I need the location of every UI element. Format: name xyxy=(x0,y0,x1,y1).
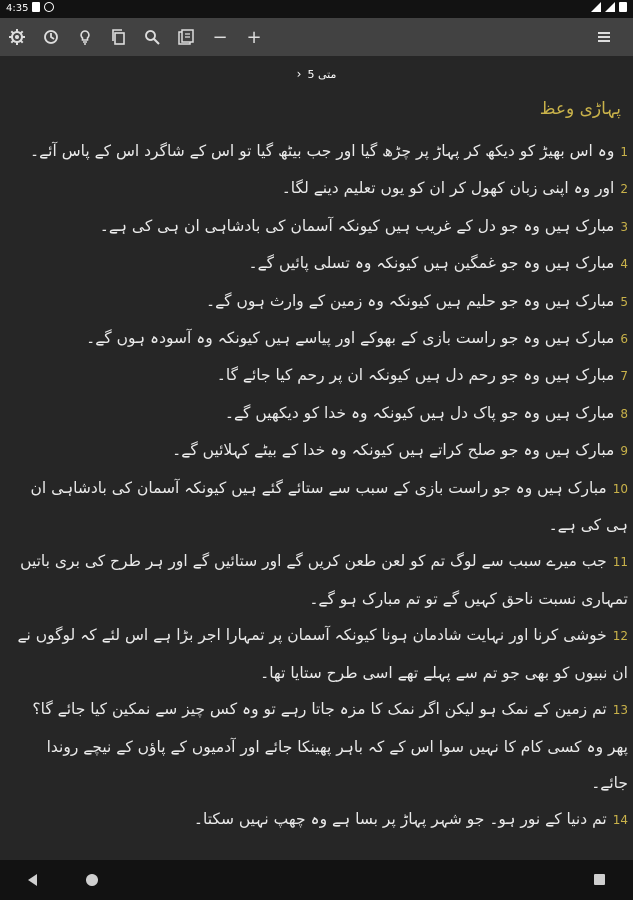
verse-number: 2 xyxy=(620,182,628,197)
verse-number: 4 xyxy=(620,257,628,272)
verse[interactable] xyxy=(10,432,633,469)
battery-icon xyxy=(619,2,627,12)
verse[interactable] xyxy=(10,395,633,432)
verse-text: مبارک ہیں وہ جو رحم دل ہیں کیونکہ ان پر رحم کیا جائے گا۔ xyxy=(216,366,615,385)
verse-number: 12 xyxy=(612,629,628,644)
wifi-icon xyxy=(591,2,601,12)
settings-icon[interactable] xyxy=(6,26,28,48)
verse[interactable] xyxy=(10,617,633,691)
menu-icon[interactable] xyxy=(593,26,615,48)
verse-text: مبارک ہیں وہ جو دل کے غریب ہیں کیونکہ آسمان کی بادشاہی ان ہی کی ہے۔ xyxy=(99,216,615,235)
back-icon[interactable] xyxy=(28,874,37,886)
history-icon[interactable] xyxy=(40,26,62,48)
verse-text: تم دنیا کے نور ہو۔ جو شہر پہاڑ پر بسا ہے وہ چھپ نہیں سکتا۔ xyxy=(193,810,607,829)
signal-icon xyxy=(605,2,615,12)
verse-text: تم زمین کے نمک ہو لیکن اگر نمک کا مزہ جاتا رہے تو وہ کس چیز سے نمکین کیا جائے گا؟ پھر وہ کسی کام کا نہیں سوا اس کے کہ باہر پھینکا جائے اور آدمیوں کے پاؤں کے نیچے روندا جائے۔ xyxy=(32,700,628,792)
bulb-icon[interactable] xyxy=(74,26,96,48)
search-icon[interactable] xyxy=(141,26,163,48)
verse[interactable] xyxy=(10,543,633,617)
verse-number: 7 xyxy=(620,369,628,384)
verse[interactable] xyxy=(10,245,633,282)
zoom-in-icon[interactable]: + xyxy=(246,26,262,48)
toolbar xyxy=(0,18,633,56)
zoom-out-icon[interactable]: − xyxy=(212,26,228,48)
verse-number: 11 xyxy=(612,555,628,570)
verse[interactable] xyxy=(10,357,633,394)
verse-number: 1 xyxy=(620,145,628,159)
verse-number: 6 xyxy=(620,332,628,347)
verse[interactable] xyxy=(10,470,633,544)
verse[interactable] xyxy=(10,133,633,170)
verse-text: وہ اس بھیڑ کو دیکھ کر پہاڑ پر چڑھ گیا اور جب بیٹھ گیا تو اس کے شاگرد اس کے پاس آئے۔ xyxy=(30,142,615,160)
verse[interactable] xyxy=(10,208,633,245)
verse[interactable] xyxy=(10,320,633,357)
home-icon[interactable] xyxy=(86,874,98,886)
chapter-nav[interactable] xyxy=(0,60,633,88)
reading-pane[interactable] xyxy=(0,88,633,860)
verse[interactable] xyxy=(10,283,633,320)
verse-text: جب میرے سبب سے لوگ تم کو لعن طعن کریں گے اور ستائیں گے اور ہر طرح کی بری باتیں تمہاری نسبت ناحق کہیں گے تو تم مبارک ہو گے۔ xyxy=(20,552,628,608)
copy-icon[interactable] xyxy=(108,26,130,48)
verse-number: 3 xyxy=(620,219,628,234)
verse-text: خوشی کرنا اور نہایت شادمان ہونا کیونکہ آسمان پر تمہارا اجر بڑا ہے اس لئے کہ لوگوں نے ان نبیوں کو بھی جو تم سے پہلے تھے اسی طرح ستایا تھا۔ xyxy=(17,626,628,682)
storage-icon xyxy=(32,2,40,12)
verse-number: 5 xyxy=(620,294,628,309)
system-nav-bar xyxy=(0,860,633,900)
verse[interactable] xyxy=(10,691,633,801)
verse-number: 8 xyxy=(620,406,628,421)
verse-number: 9 xyxy=(620,444,628,459)
sync-icon xyxy=(44,2,54,12)
recents-icon[interactable] xyxy=(594,874,605,885)
verse-text: مبارک ہیں وہ جو غمگین ہیں کیونکہ وہ تسلی پائیں گے۔ xyxy=(248,254,615,273)
verse-text: اور وہ اپنی زبان کھول کر ان کو یوں تعلیم دینے لگا۔ xyxy=(281,179,615,198)
status-time: 4:35 xyxy=(6,3,29,14)
verse-text: مبارک ہیں وہ جو حلیم ہیں کیونکہ وہ زمین کے وارث ہوں گے۔ xyxy=(206,291,615,310)
verse[interactable] xyxy=(10,170,633,207)
verse-number: 10 xyxy=(612,481,628,496)
verse-text: مبارک ہیں وہ جو راست بازی کے سبب سے ستائے گئے ہیں کیونکہ آسمان کی بادشاہی ان ہی کی ہے۔ xyxy=(30,478,628,535)
verse-text: مبارک ہیں وہ جو صلح کراتے ہیں کیونکہ وہ خدا کے بیٹے کہلائیں گے۔ xyxy=(172,441,615,460)
chapter-reference[interactable]: متی 5 xyxy=(307,67,337,81)
library-icon[interactable] xyxy=(175,26,197,48)
verse-text: مبارک ہیں وہ جو راست بازی کے بھوکے اور پیاسے ہیں کیونکہ وہ آسودہ ہوں گے۔ xyxy=(86,329,615,348)
chevron-right-icon[interactable]: › xyxy=(296,67,302,81)
verse-number: 14 xyxy=(612,813,628,828)
verse-number: 13 xyxy=(612,703,628,718)
verse[interactable] xyxy=(10,801,633,838)
verse-list xyxy=(10,133,633,839)
section-heading: پہاڑی وعظ xyxy=(539,99,621,119)
status-bar xyxy=(0,0,633,18)
verse-text: مبارک ہیں وہ جو پاک دل ہیں کیونکہ وہ خدا کو دیکھیں گے۔ xyxy=(224,403,615,422)
